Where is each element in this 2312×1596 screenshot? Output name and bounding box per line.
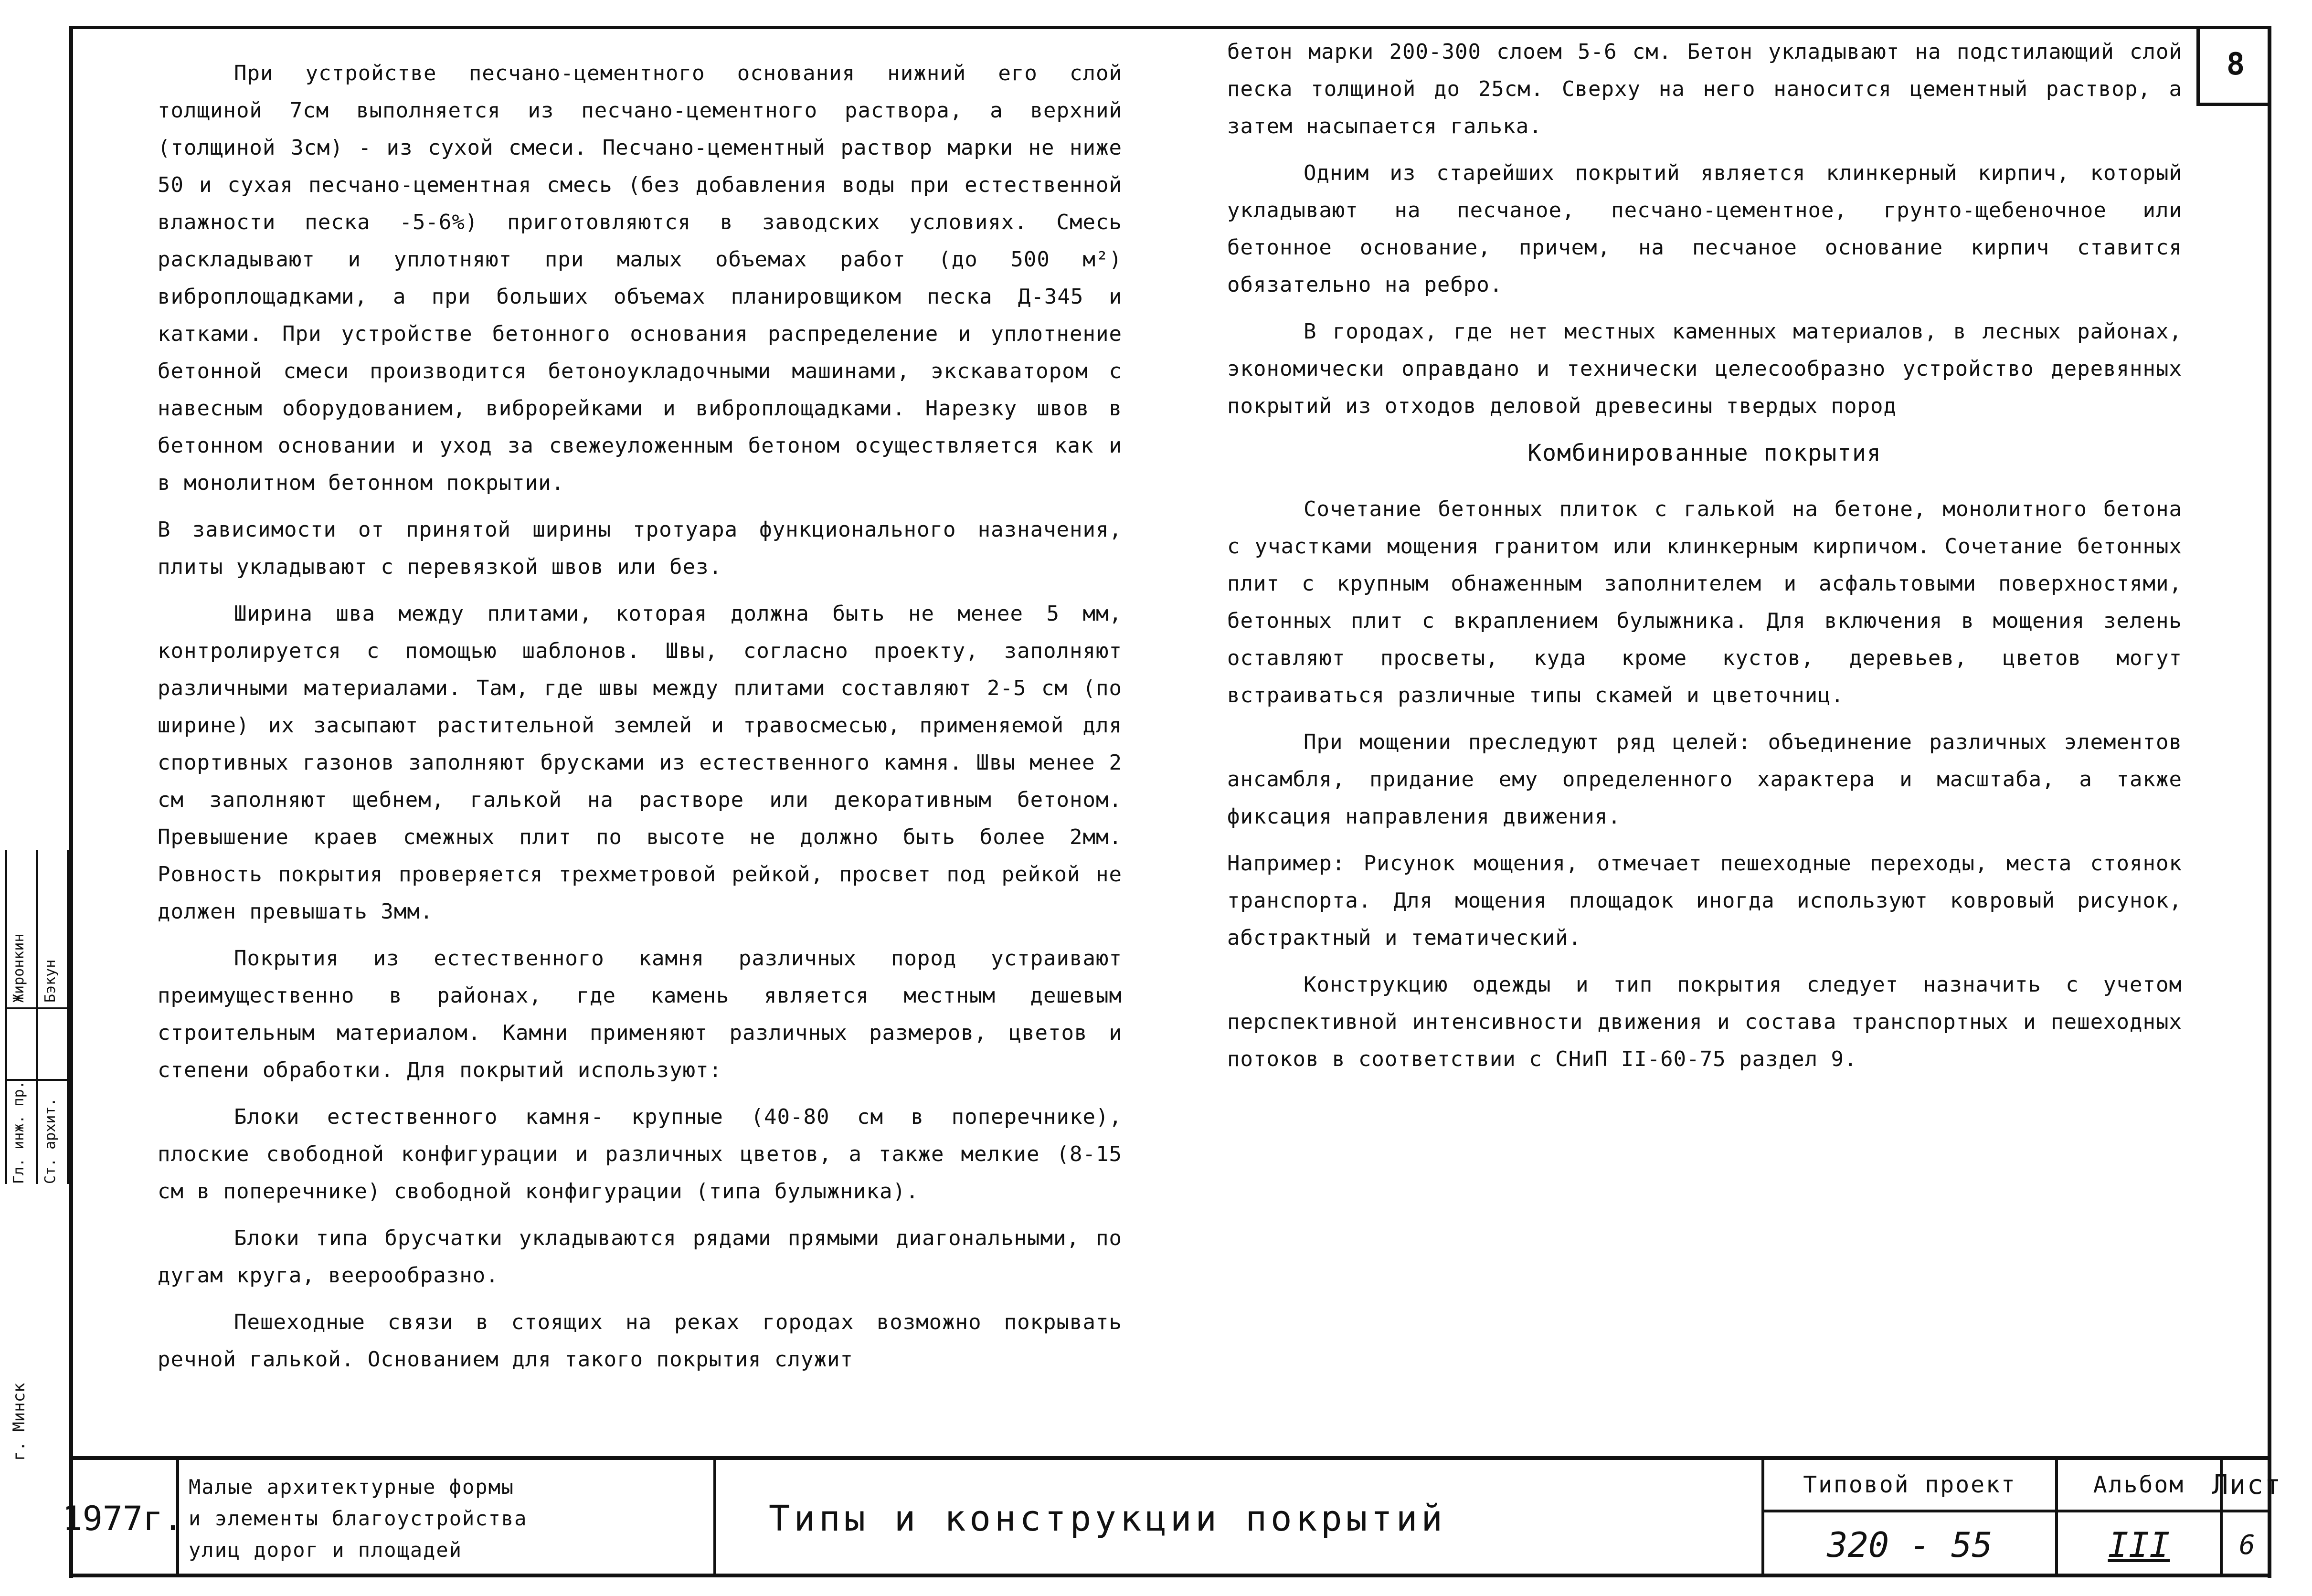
drawing-title: Типы и конструкции покрытий — [716, 1460, 1764, 1577]
strip-line — [5, 850, 7, 1184]
organization-line: улиц дорог и площадей — [189, 1538, 463, 1562]
project-value: 320 - 55 — [1827, 1525, 1993, 1565]
organization-cell — [179, 1460, 716, 1577]
paragraph: При устройстве песчано-цементного основания нижний его слой толщиной 7см выполняется из песчано-цементного раствора, а верхний (толщиной 3см) - из сухой смеси. Песчано-цементный раствор марки не ниже 50 и сухая песчано-цементная смесь (без добавления воды при естественной влажности песка -5-6%) приготовляются в заводских условиях. Смесь раскладывают и уплотняют при малых объемах работ (до 500 м²) виброплощадками, а при больших объемах планировщиком песка Д-345 и катками. При устройстве бетонного основания распределение и уплотнение бетонной смеси производится бетоноукладочными машинами, экскаватором с навесным оборудованием, виброрейками и виброплощадками. Нарезку швов в бетонном основании и уход за свежеуложенным бетоном осуществляется как и в монолитном бетонном покрытии. — [158, 61, 1122, 495]
paragraph: Сочетание бетонных плиток с галькой на бетоне, монолитного бетона с участками мощения гранитом или клинкерным кирпичом. Сочетание бетонных плит с крупным обнаженным заполнителем и асфальтовыми поверхностями, бетонных плит с вкраплением булыжника. Для включения в мощения зелень оставляют просветы, куда кроме кустов, деревьев, цветов могут встраиваться различные типы скамей и цветочниц. — [1227, 497, 2182, 708]
paragraph: В городах, где нет местных каменных материалов, в лесных районах, экономически оправдано и технически целесообразно устройство деревянных покрытий из отходов деловой древесины твердых пород — [1227, 319, 2182, 418]
album-cell — [2058, 1460, 2223, 1577]
left-text-column — [158, 55, 1122, 1388]
strip-line — [36, 850, 38, 1184]
right-text-column — [1227, 33, 2182, 1088]
project-cell — [1764, 1460, 2058, 1577]
album-value: III — [2108, 1525, 2170, 1565]
paragraph: Пешеходные связи в стоящих на реках городах возможно покрывать речной галькой. Основанием для такого покрытия служит — [158, 1310, 1122, 1372]
project-label: Типовой проект — [1764, 1460, 2055, 1512]
paragraph: Конструкцию одежды и тип покрытия следует назначить с учетом перспективной интенсивности движения и состава транспортных и пешеходных потоков в соответствии с СНиП II-60-75 раздел 9. — [1227, 972, 2182, 1071]
strip-line — [67, 850, 69, 1184]
role-senior-architect: Ст. архит. — [42, 1098, 59, 1184]
section-heading: Комбинированные покрытия — [1527, 440, 1882, 466]
paragraph: Ширина шва между плитами, которая должна быть не менее 5 мм, контролируется с помощью шаблонов. Швы, согласно проекту, заполняют различными материалами. Там, где швы между плитами составляют 2-5 см (по ширине) их засыпают растительной землей и травосмесью, применяемой для спортивных газонов заполняют брусками из естественного камня. Швы менее 2 см заполняют щебнем, галькой на растворе или декоративным бетоном. Превышение краев смежных плит по высоте не должно быть более 2мм. Ровность покрытия проверяется трехметровой рейкой, просвет под рейкой не должен превышать 3мм. — [158, 602, 1122, 924]
organization-line: и элементы благоустройства — [189, 1507, 528, 1530]
name-engineer: Жиронкин — [11, 933, 27, 1003]
frame-left-line — [69, 26, 73, 1578]
title-block — [62, 1456, 2282, 1581]
organization-line: Малые архитектурные формы — [189, 1475, 515, 1499]
role-chief-engineer: Гл. инж. пр. — [11, 1080, 27, 1184]
sheet-number: 8 — [2196, 26, 2271, 106]
paragraph: Блоки естественного камня- крупные (40-80 см в поперечнике), плоские свободной конфигурации и различных цветов, а также мелкие (8-15 см в поперечнике) свободной конфигурации (типа булыжника). — [158, 1105, 1122, 1204]
sheet-value: 6 — [2239, 1529, 2255, 1561]
signature-strip — [5, 850, 69, 1184]
paragraph: При мощении преследуют ряд целей: объединение различных элементов ансамбля, придание ему определенного характера и масштаба, а также фиксация направления движения. — [1227, 730, 2182, 829]
strip-divider — [5, 1007, 69, 1009]
name-architect: Бэкун — [42, 959, 59, 1003]
paragraph: Блоки типа брусчатки укладываются рядами прямыми диагональными, по дугам круга, веерообразно. — [158, 1226, 1122, 1288]
frame-right-line — [2268, 26, 2271, 1578]
year-cell: 1977г. — [69, 1460, 179, 1577]
paragraph: Например: Рисунок мощения, отмечает пешеходные переходы, места стоянок транспорта. Для мощения площадок иногда используют ковровый рисунок, абстрактный и тематический. — [1227, 851, 2182, 950]
frame-top-line — [69, 26, 2270, 29]
album-label: Альбом — [2058, 1460, 2220, 1512]
sheet-label: Лист — [2223, 1460, 2271, 1512]
sheet-cell — [2212, 1460, 2282, 1577]
paragraph: Покрытия из естественного камня различных пород устраивают преимущественно в районах, где камень является местным дешевым строительным материалом. Камни применяют различных размеров, цветов и степени обработки. Для покрытий используют: — [158, 946, 1122, 1082]
paragraph: бетон марки 200-300 слоем 5-6 см. Бетон укладывают на подстилающий слой песка толщиной до 25см. Сверху на него наносится цементный раствор, а затем насыпается галька. — [1227, 40, 2182, 138]
paragraph: В зависимости от принятой ширины тротуара функционального назначения, плиты укладывают с перевязкой швов или без. — [158, 518, 1122, 579]
paragraph: Одним из старейших покрытий является клинкерный кирпич, который укладывают на песчаное, песчано-цементное, грунто-щебеночное или бетонное основание, причем, на песчаное основание кирпич ставится обязательно на ребро. — [1227, 161, 2182, 297]
city-label: г. Минск — [10, 1383, 29, 1461]
